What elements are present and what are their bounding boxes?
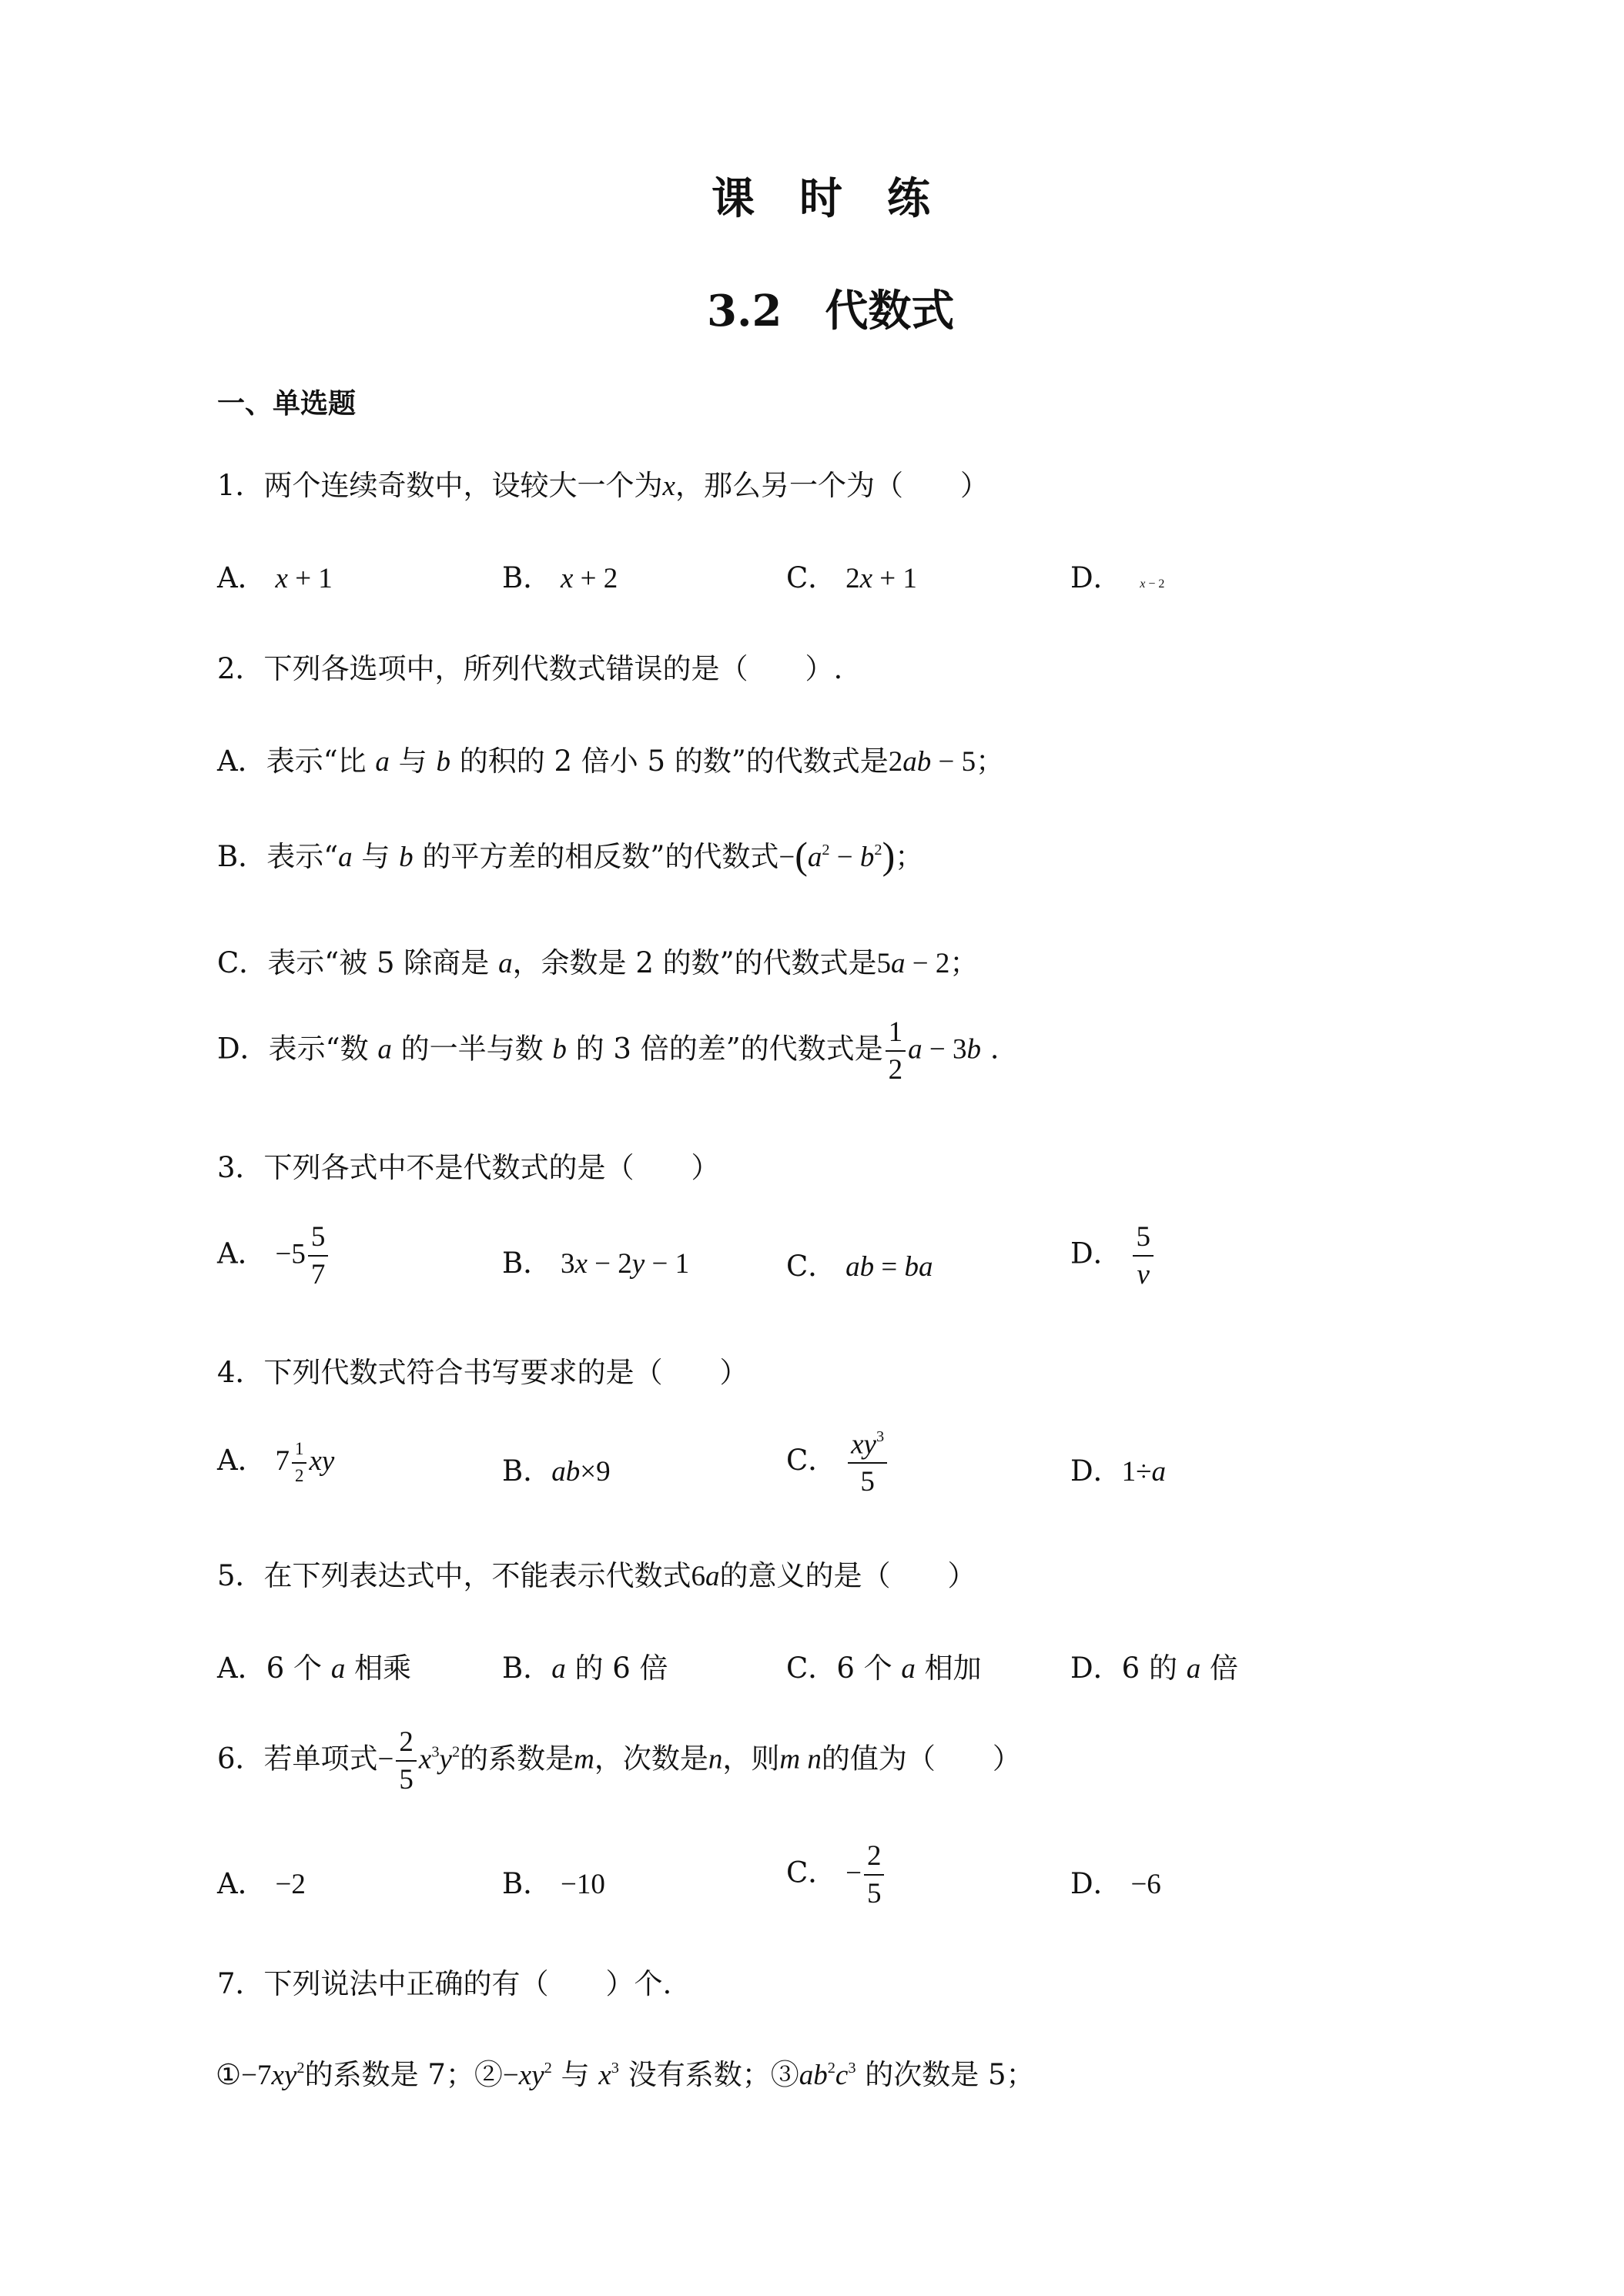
fraction-one-half: $\frac{1}{2}$	[886, 1018, 906, 1084]
q1-option-d[interactable]: D． x − 2	[1070, 561, 1165, 594]
question-3: 3．下列各式中不是代数式的是（ ）	[217, 1151, 720, 1184]
question-2: 2．下列各选项中，所列代数式错误的是（ ）.	[217, 652, 843, 685]
question-4: 4．下列代数式符合书写要求的是（ ）	[217, 1356, 748, 1389]
question-1: 1．两个连续奇数中，设较大一个为x，那么另一个为（ ）	[217, 469, 989, 502]
q2-option-b[interactable]: B．表示“a 与 b 的平方差的相反数”的代数式$-(a^2 - b^2)$；	[217, 834, 924, 877]
question-7-statements: $①-7xy^2$的系数是 7；$②-xy^2$ 与 $x^3$ 没有系数；$③ab^2c^3$ 的次数是 5；	[216, 2058, 1035, 2091]
q1-option-b[interactable]: B． x + 2	[502, 561, 618, 594]
question-6: 6．若单项式− $\frac{2}{5}$ $x^3y^2$的系数是m，次数是n，则m n的值为（ ）	[217, 1726, 1021, 1796]
q4-option-b[interactable]: B．ab×9	[502, 1454, 611, 1488]
section-heading: 一、单选题	[217, 387, 357, 420]
q4-option-a[interactable]: A． 7 $\frac{1}{2}$ xy	[217, 1438, 335, 1485]
q2-option-d[interactable]: D．表示“数 a 的一半与数 b 的 3 倍的差”的代数式是 $\frac{1}{2}$ a − 3b .	[217, 1016, 1000, 1086]
q6-option-d[interactable]: D． −6	[1070, 1867, 1161, 1900]
page-title: 课时练	[712, 173, 975, 224]
q2-option-c[interactable]: C．表示“被 5 除商是 a，余数是 2 的数”的代数式是5a − 2；	[217, 946, 979, 979]
q1-option-c[interactable]: C． 2x + 1	[786, 561, 917, 594]
q6-option-a[interactable]: A． −2	[217, 1867, 306, 1900]
q5-option-c[interactable]: C．6 个 a 相加	[786, 1652, 982, 1685]
q5-option-b[interactable]: B．a 的 6 倍	[502, 1652, 668, 1685]
q5-option-a[interactable]: A．6 个 a 相乘	[217, 1652, 412, 1685]
q4-option-c[interactable]: C． $\frac{xy^3}{5}$	[786, 1429, 889, 1496]
page-subtitle: 3.2 代数式	[707, 286, 955, 336]
q3-option-c[interactable]: C． ab = ba	[786, 1250, 933, 1283]
q2-option-a[interactable]: A．表示“比 a 与 b 的积的 2 倍小 5 的数”的代数式是2ab − 5；	[217, 745, 1005, 778]
q6-option-b[interactable]: B． −10	[502, 1867, 605, 1900]
q3-option-b[interactable]: B． 3x − 2y − 1	[502, 1247, 690, 1280]
q4-option-d[interactable]: D．1÷a	[1070, 1454, 1166, 1488]
q3-option-d[interactable]: D． $\frac{5}{v}$	[1070, 1223, 1156, 1289]
q6-option-c[interactable]: C． − $\frac{2}{5}$	[786, 1842, 886, 1908]
question-7: 7．下列说法中正确的有（ ）个.	[217, 1967, 672, 2000]
q1-option-a[interactable]: A． x + 1	[217, 561, 333, 594]
q3-option-a[interactable]: A． −5 $\frac{5}{7}$	[217, 1223, 330, 1289]
question-5: 5．在下列表达式中，不能表示代数式6a的意义的是（ ）	[217, 1559, 976, 1592]
q5-option-d[interactable]: D．6 的 a 倍	[1070, 1652, 1239, 1685]
